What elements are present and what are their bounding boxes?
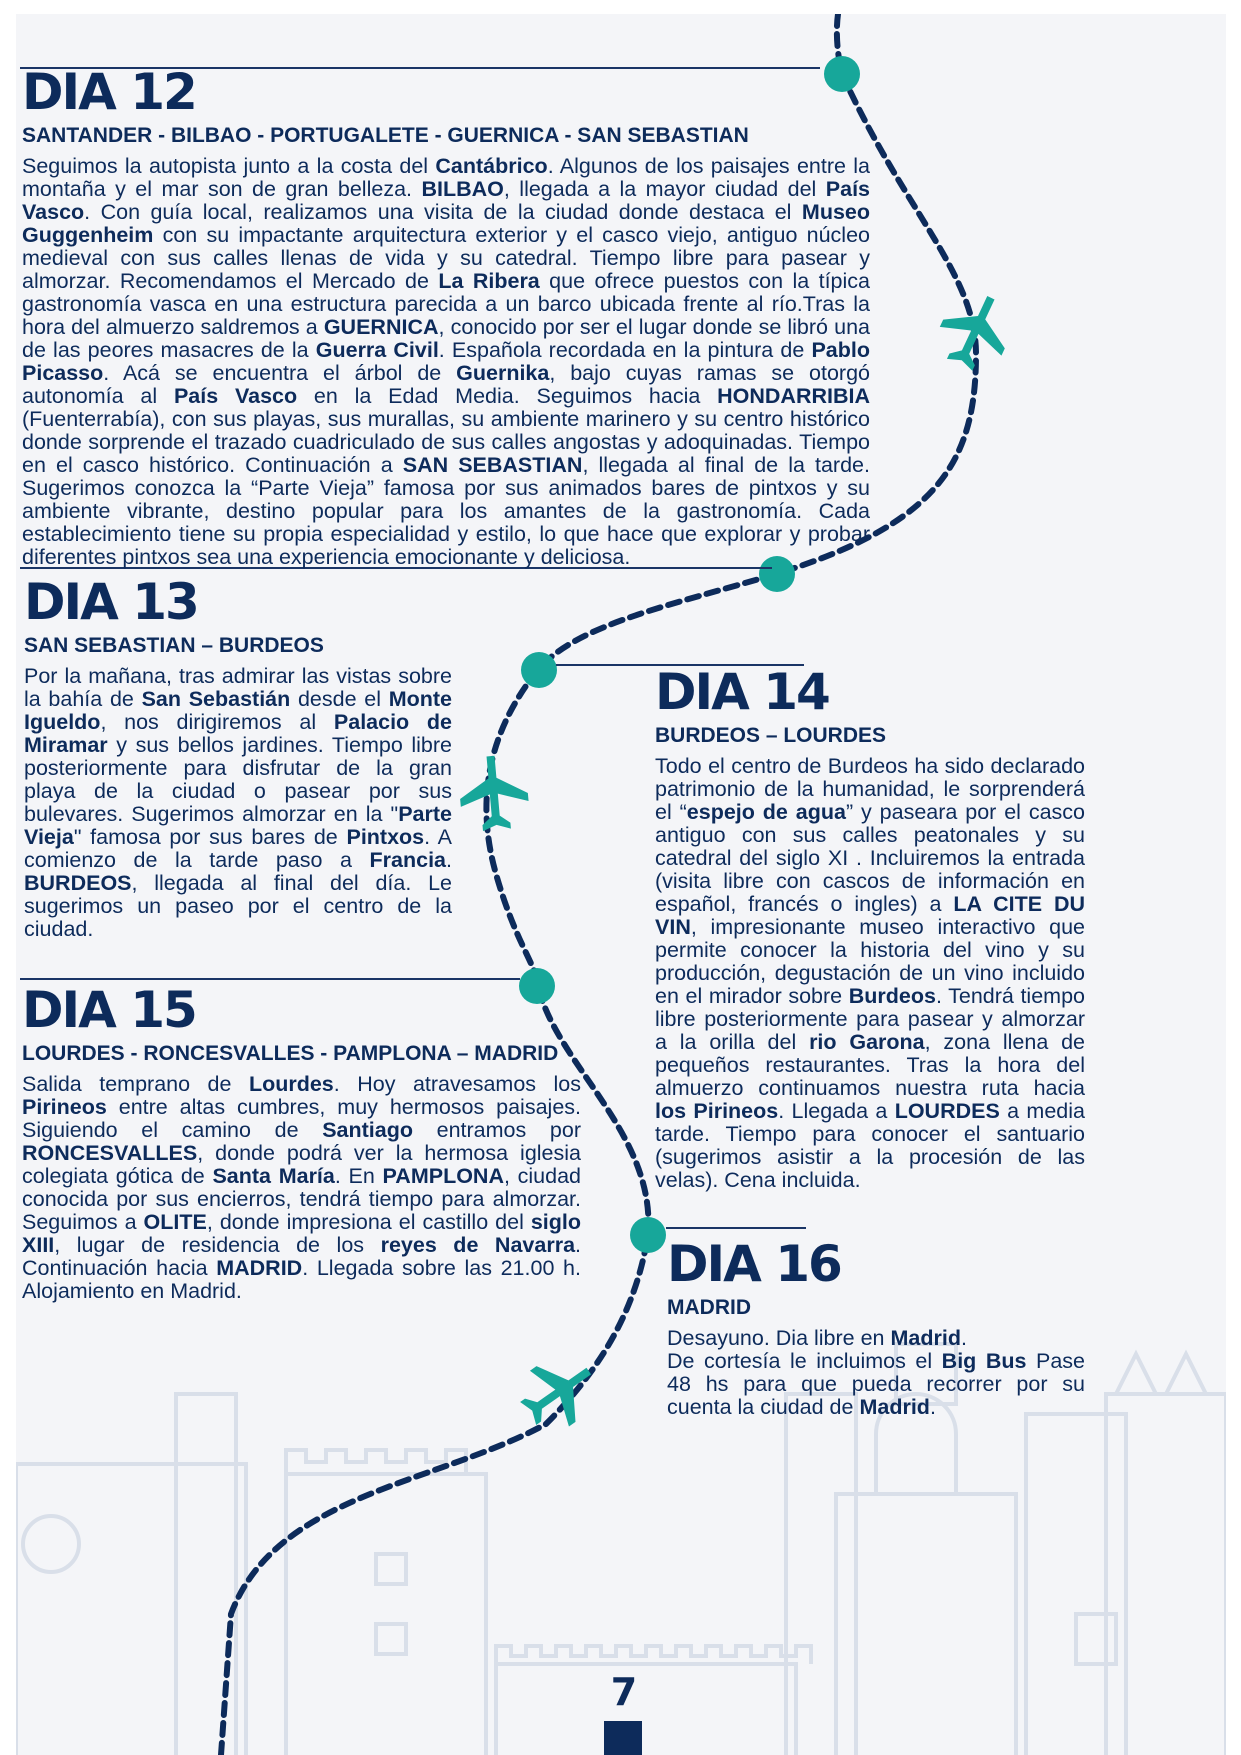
page-number-bar [604, 1721, 642, 1755]
day-title: DIA 13 [24, 573, 198, 631]
day-description: Desayuno. Dia libre en Madrid. De cortesía le incluimos el Big Bus Pase 48 hs para que pueda recorrer por su cuenta la ciudad de Madrid. [667, 1326, 1085, 1419]
route-dot-icon [630, 1217, 666, 1253]
route-dot-icon [521, 652, 557, 688]
itinerary-page [16, 14, 1226, 1755]
day-description: Salida temprano de Lourdes. Hoy atravesamos los Pirineos entre altas cumbres, muy hermosos paisajes. Siguiendo el camino de Santiago entramos por RONCESVALLES, donde podrá ver la hermosa iglesia colegiata gótica de Santa María. En PAMPLONA, ciudad conocida por sus encierros, tendrá tiempo para almorzar. Seguimos a OLITE, donde impresiona el castillo del siglo XIII, lugar de residencia de los reyes de Navarra. Continuación hacia MADRID. Llegada sobre las 21.00 h. Alojamiento en Madrid. [22, 1072, 582, 1303]
day-description: Seguimos la autopista junto a la costa del Cantábrico. Algunos de los paisajes entre la montaña y el mar son de gran belleza. BILBAO, llegada a la mayor ciudad del País Vasco. Con guía local, realizamos una visita de la ciudad donde destaca el Museo Guggenheim con su impactante arquitectura exterior y el casco viejo, antiguo núcleo medieval con sus calles llenas de vida y su catedral. Tiempo libre para pasear y almorzar. Recomendamos el Mercado de La Ribera que ofrece puestos con la típica gastronomía vasca en una estructura parecida a un barco ubicada frente al río.Tras la hora del almuerzo saldremos a GUERNICA, conocido por ser el lugar donde se libró una de las peores masacres de la Guerra Civil. Española recordada en la pintura de Pablo Picasso. Acá se encuentra el árbol de Guernika, bajo cuyas ramas se otorgó autonomía al País Vasco en la Edad Media. Seguimos hacia HONDARRIBIA (Fuenterrabía), con sus playas, sus murallas, su ambiente marinero y su centro histórico donde sorprende el trazado cuadriculado de sus calles angostas y adoquinadas. Tiempo en el casco histórico. Continuación a SAN SEBASTIAN, llegada al final de la tarde. Sugerimos conozca la “Parte Vieja” famosa por sus animados bares de pintxos y su ambiente vibrante, destino popular para los amantes de la gastronomía. Cada establecimiento tiene su propia especialidad y estilo, lo que hace que explorar y probar diferentes pintxos sea una experiencia emocionante y deliciosa. [22, 154, 871, 569]
day-13-section [24, 574, 452, 941]
page-number: 7 [610, 1670, 638, 1714]
day-description: Todo el centro de Burdeos ha sido declarado patrimonio de la humanidad, le sorprenderá el “espejo de agua” y paseara por el casco antiguo con sus calles peatonales y su catedral del siglo XI . Incluiremos la entrada (visita libre con cascos de información en español, francés o ingles) a LA CITE DU VIN, impresionante museo interactivo que permite conocer la historia del vino y su producción, degustación de un vino incluido en el mirador sobre Burdeos. Tendrá tiempo libre posteriormente para pasear y almorzar a la orilla del rio Garona, zona llena de pequeños restaurantes. Tras la hora del almuerzo continuamos nuestra ruta hacia los Pirineos. Llegada a LOURDES a media tarde. Tiempo para conocer el santuario (sugerimos asistir a la procesión de las velas). Cena incluida. [655, 754, 1086, 1192]
day-16-section [667, 1236, 1085, 1419]
day-14-section [655, 664, 1085, 1192]
day-route: BURDEOS – LOURDES [655, 724, 887, 747]
day-title: DIA 15 [22, 981, 196, 1039]
day-12-section [22, 64, 870, 569]
day-title: DIA 12 [22, 63, 196, 121]
day-15-section [22, 982, 581, 1303]
airplane-icon [457, 753, 531, 833]
divider-rule [20, 978, 520, 980]
day-route: LOURDES - RONCESVALLES - PAMPLONA – MADRID [22, 1042, 559, 1065]
day-route: SANTANDER - BILBAO - PORTUGALETE - GUERNICA - SAN SEBASTIAN [22, 124, 749, 147]
airplane-icon [509, 1343, 609, 1441]
day-route: MADRID [667, 1296, 751, 1319]
day-route: SAN SEBASTIAN – BURDEOS [24, 634, 324, 657]
divider-rule [666, 1227, 806, 1229]
day-title: DIA 16 [667, 1235, 841, 1293]
day-title: DIA 14 [655, 663, 829, 721]
day-description: Por la mañana, tras admirar las vistas sobre la bahía de San Sebastián desde el Monte Igueldo, nos dirigiremos al Palacio de Miramar y sus bellos jardines. Tiempo libre posteriormente para disfrutar de la gran playa de la ciudad o pasear por sus bulevares. Sugerimos almorzar en la "Parte Vieja" famosa por sus bares de Pintxos. A comienzo de la tarde paso a Francia. BURDEOS, llegada al final del día. Le sugerimos un paseo por el centro de la ciudad. [24, 664, 453, 941]
